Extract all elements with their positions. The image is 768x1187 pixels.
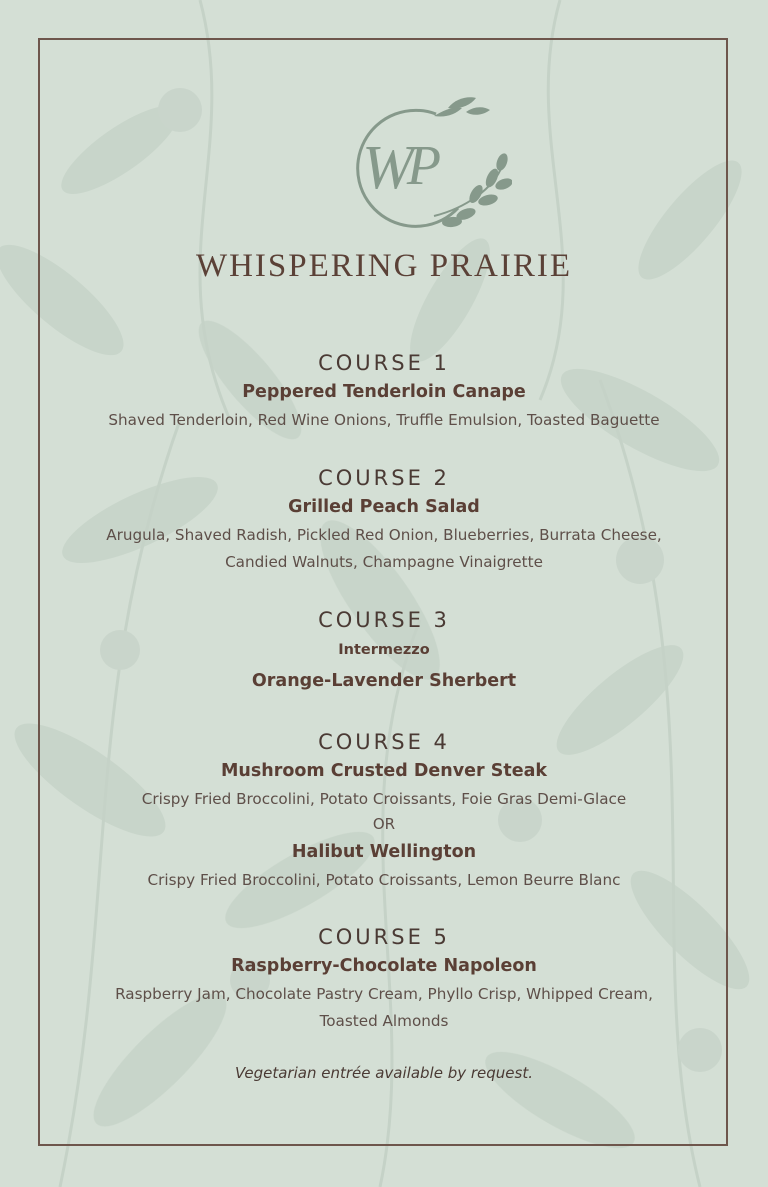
course-3 — [40, 607, 728, 694]
course-label: COURSE 4 — [318, 730, 450, 754]
dish-description-line: Candied Walnuts, Champagne Vinaigrette — [225, 553, 543, 571]
dish-description-line: Arugula, Shaved Radish, Pickled Red Onion, Blueberries, Burrata Cheese, — [106, 526, 662, 544]
course-2 — [40, 465, 728, 576]
svg-text:P: P — [406, 135, 442, 197]
alt-dish-description: Crispy Fried Broccolini, Potato Croissants, Lemon Beurre Blanc — [147, 871, 621, 889]
brand-name: WHISPERING PRAIRIE — [195, 248, 573, 284]
svg-text:W: W — [362, 134, 414, 202]
course-4 — [40, 729, 728, 894]
dish-name: Orange-Lavender Sherbert — [251, 671, 517, 691]
course-label: COURSE 1 — [318, 351, 450, 375]
course-subtitle: Intermezzo — [338, 642, 430, 658]
dish-name: Peppered Tenderloin Canape — [242, 382, 526, 402]
course-5 — [40, 924, 728, 1035]
course-label: COURSE 3 — [318, 608, 450, 632]
alt-dish-name: Halibut Wellington — [291, 842, 477, 862]
course-label: COURSE 5 — [318, 925, 450, 949]
wp-logo-icon — [316, 96, 512, 236]
vegetarian-note: Vegetarian entrée available by request. — [234, 1064, 533, 1082]
dish-description-line: Toasted Almonds — [319, 1012, 449, 1030]
dish-description: Crispy Fried Broccolini, Potato Croissants, Foie Gras Demi-Glace — [141, 790, 627, 808]
dish-name: Grilled Peach Salad — [288, 497, 480, 517]
or-separator: OR — [372, 815, 396, 833]
menu-content — [40, 40, 728, 1146]
dish-description-line: Raspberry Jam, Chocolate Pastry Cream, Phyllo Crisp, Whipped Cream, — [115, 985, 653, 1003]
course-1 — [40, 350, 728, 434]
dish-name: Raspberry-Chocolate Napoleon — [231, 956, 537, 976]
dish-name: Mushroom Crusted Denver Steak — [220, 761, 548, 781]
course-label: COURSE 2 — [318, 466, 450, 490]
dish-description: Shaved Tenderloin, Red Wine Onions, Truffle Emulsion, Toasted Baguette — [108, 411, 660, 429]
